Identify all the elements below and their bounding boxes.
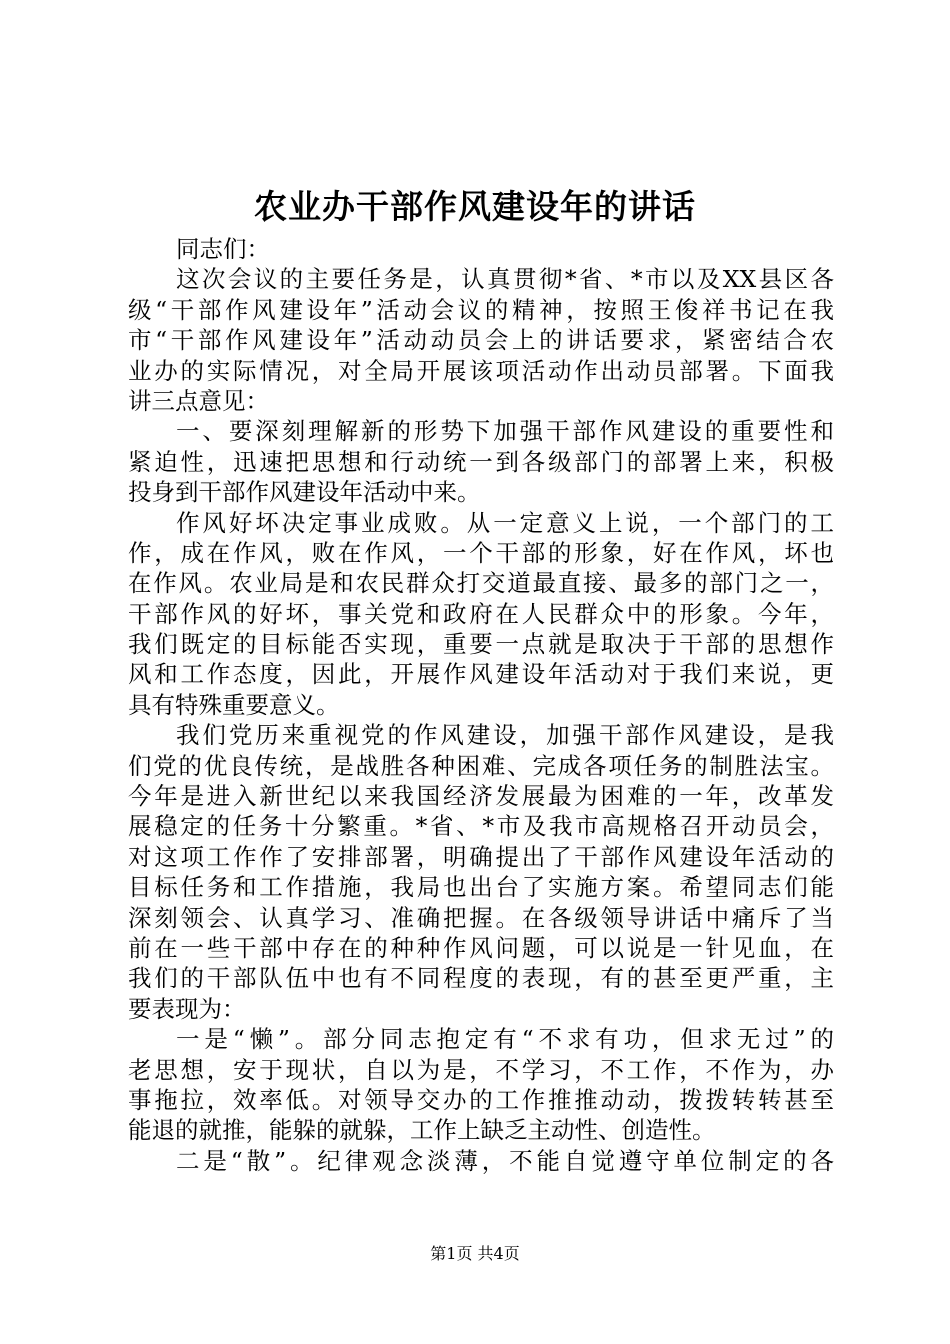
text-line: 我们党历来重视党的作风建设，加强干部作风建设，是我 <box>176 721 834 750</box>
text-line: 市“干部作风建设年”活动动员会上的讲话要求，紧密结合农 <box>128 326 834 355</box>
text-line: 在作风。农业局是和农民群众打交道最直接、最多的部门之一， <box>128 569 834 598</box>
text-line: 业办的实际情况，对全局开展该项活动作出动员部署。下面我 <box>128 356 834 385</box>
text-line: 干部作风的好坏，事关党和政府在人民群众中的形象。今年， <box>128 599 834 628</box>
text-line: 二是“散”。纪律观念淡薄，不能自觉遵守单位制定的各 <box>176 1146 834 1175</box>
text-line: 展稳定的任务十分繁重。*省、*市及我市高规格召开动员会， <box>128 812 834 841</box>
text-line: 这次会议的主要任务是，认真贯彻*省、*市以及XX县区各 <box>176 265 834 294</box>
text-line: 我们的干部队伍中也有不同程度的表现，有的甚至更严重，主 <box>128 964 834 993</box>
text-line: 紧迫性，迅速把思想和行动统一到各级部门的部署上来，积极 <box>128 447 834 476</box>
document-body <box>128 234 834 1176</box>
text-line: 深刻领会、认真学习、准确把握。在各级领导讲话中痛斥了当 <box>128 903 834 932</box>
text-line: 风和工作态度，因此，开展作风建设年活动对于我们来说，更 <box>128 660 834 689</box>
text-line: 能退的就推，能躲的就躲，工作上缺乏主动性、创造性。 <box>128 1116 716 1145</box>
text-line: 具有特殊重要意义。 <box>128 690 340 719</box>
text-line: 目标任务和工作措施，我局也出台了实施方案。希望同志们能 <box>128 873 834 902</box>
document-title: 农业办干部作风建设年的讲话 <box>254 187 696 226</box>
text-line: 老思想，安于现状，自以为是，不学习，不工作，不作为，办 <box>128 1055 834 1084</box>
text-line: 投身到干部作风建设年活动中来。 <box>128 478 481 507</box>
text-line: 同志们： <box>176 235 270 263</box>
text-line: 作，成在作风，败在作风，一个干部的形象，好在作风，坏也 <box>128 538 834 567</box>
text-line: 我们既定的目标能否实现，重要一点就是取决于干部的思想作 <box>128 630 834 659</box>
text-line: 要表现为： <box>128 994 246 1023</box>
text-line: 级“干部作风建设年”活动会议的精神，按照王俊祥书记在我 <box>128 295 834 324</box>
text-line: 一、要深刻理解新的形势下加强干部作风建设的重要性和 <box>176 417 834 446</box>
text-line: 对这项工作作了安排部署，明确提出了干部作风建设年活动的 <box>128 842 834 871</box>
text-line: 今年是进入新世纪以来我国经济发展最为困难的一年，改革发 <box>128 782 834 811</box>
text-line: 前在一些干部中存在的种种作风问题，可以说是一针见血，在 <box>128 933 834 962</box>
text-line: 作风好坏决定事业成败。从一定意义上说，一个部门的工 <box>176 508 834 537</box>
page-footer: 第1页 共4页 <box>430 1244 520 1263</box>
text-line: 一是“懒”。部分同志抱定有“不求有功，但求无过”的 <box>176 1025 834 1054</box>
text-line: 事拖拉，效率低。对领导交办的工作推推动动，拨拨转转甚至 <box>128 1085 834 1114</box>
text-line: 讲三点意见： <box>128 386 269 415</box>
text-line: 们党的优良传统，是战胜各种困难、完成各项任务的制胜法宝。 <box>128 751 834 780</box>
